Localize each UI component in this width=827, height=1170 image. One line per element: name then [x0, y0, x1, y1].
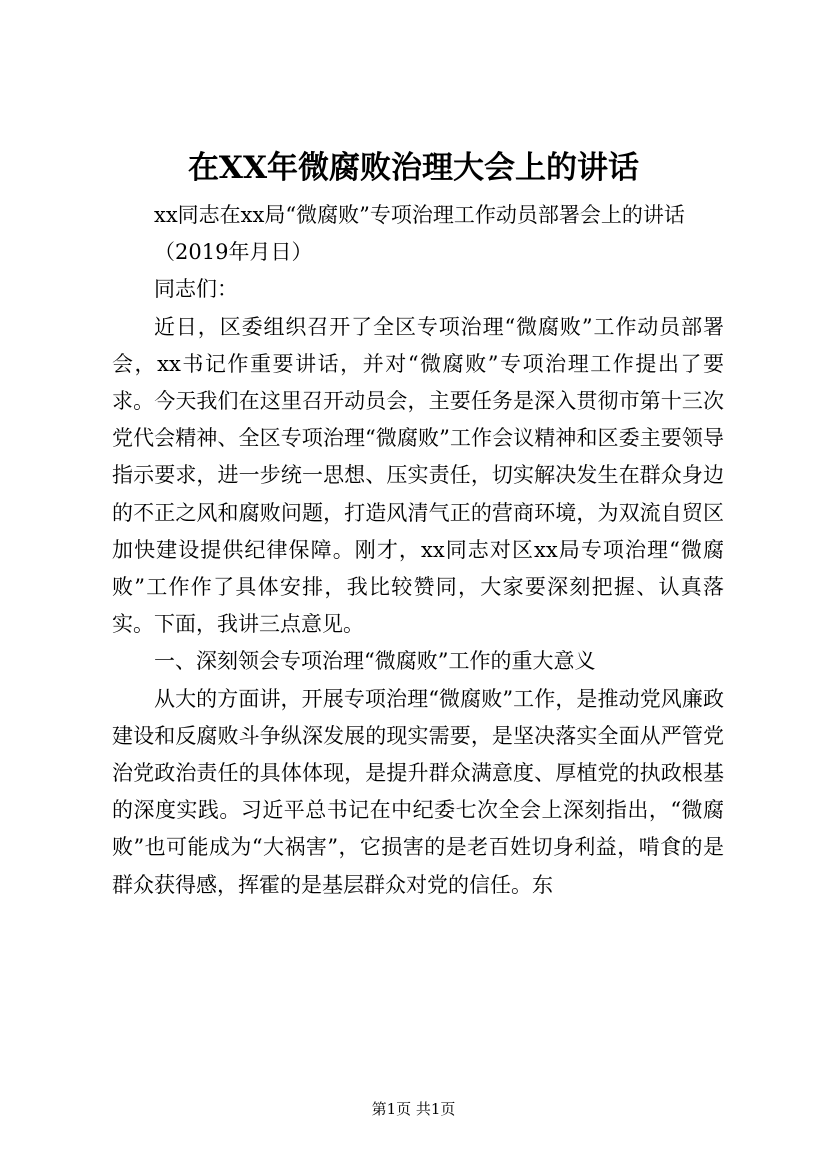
body-paragraph: 从大的方面讲，开展专项治理“微腐败”工作，是推动党风廉政建设和反腐败斗争纵深发展的现实需要，是坚决落实全面从严管党治党政治责任的具体体现，是提升群众满意度、厚植党的执政根基的深度实践。习近平总书记在中纪委七次全会上深刻指出，“微腐败”也可能成为“大祸害”，它损害的是老百姓切身利益，啃食的是群众获得感，挥霍的是基层群众对党的信任。东: [112, 686, 724, 897]
subtitle-paragraph: xx同志在xx局“微腐败”专项治理工作动员部署会上的讲话: [154, 203, 685, 227]
body-paragraph: 近日，区委组织召开了全区专项治理“微腐败”工作动员部署会，xx书记作重要讲话，并对“微腐败”专项治理工作提出了要求。今天我们在这里召开动员会，主要任务是深入贯彻市第十三次党代会精神、全区专项治理“微腐败”工作会议精神和区委主要领导指示要求，进一步统一思想、压实责任，切实解决发生在群众身边的不正之风和腐败问题，打造风清气正的营商环境，为双流自贸区加快建设提供纪律保障。刚才，xx同志对区xx局专项治理“微腐败”工作作了具体安排，我比较赞同，大家要深刻把握、认真落实。下面，我讲三点意见。: [112, 314, 724, 637]
document-title: 在XX年微腐败治理大会上的讲话: [187, 150, 640, 186]
salutation-paragraph: 同志们：: [154, 277, 238, 302]
section-heading: 一、深刻领会专项治理“微腐败”工作的重大意义: [154, 649, 596, 674]
date-paragraph: （2019年月日）: [154, 240, 313, 265]
page-footer: 第1页 共1页: [371, 1100, 456, 1118]
document-body: [112, 197, 724, 904]
